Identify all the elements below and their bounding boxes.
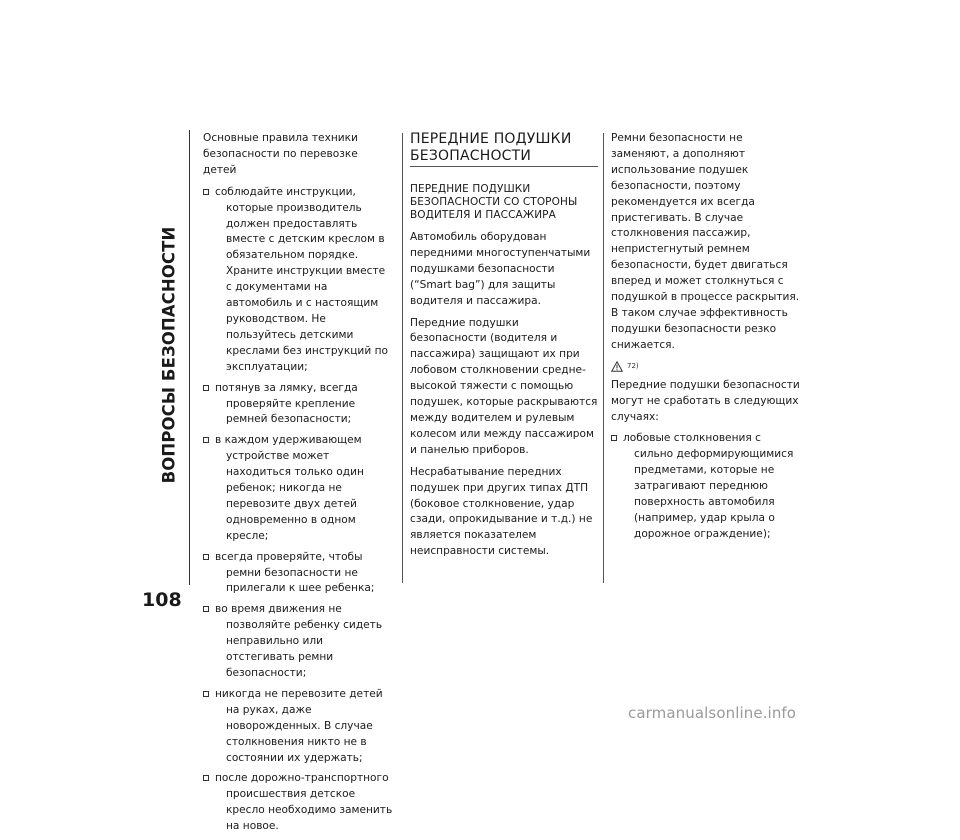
- airbags-subheading: ПЕРЕДНИЕ ПОДУШКИ БЕЗОПАСНОСТИ СО СТОРОНЫ ВОДИТЕЛЯ И ПАССАЖИРА: [410, 183, 578, 221]
- list-item: всегда проверяйте, чтобы ремни безопасности не прилегали к шее ребенка;: [203, 550, 393, 598]
- checkbox-bullet-icon: [203, 775, 209, 781]
- list-item: после дорожно-транспортного происшествия детское кресло необходимо заменить на новое.: [203, 771, 393, 835]
- column-divider-left: [402, 133, 403, 583]
- warning-number: 72): [627, 361, 639, 370]
- checkbox-bullet-icon: [203, 606, 209, 612]
- list-item: в каждом удерживающем устройстве может находиться только один ребенок; никогда не перевозите двух детей одновременно в одном кресле;: [203, 433, 393, 544]
- checkbox-bullet-icon: [203, 385, 209, 391]
- right-column: [611, 131, 803, 548]
- child-safety-list: [203, 185, 393, 835]
- column-divider-right: [603, 133, 604, 583]
- warning-triangle-icon: [611, 361, 623, 372]
- section-title: ВОПРОСЫ БЕЗОПАСНОСТИ: [159, 226, 179, 484]
- list-item: во время движения не позволяйте ребенку сидеть неправильно или отстегивать ремни безопасности;: [203, 602, 393, 682]
- failure-cases-intro: Передние подушки безопасности могут не сработать в следующих случаях:: [611, 378, 800, 423]
- child-safety-intro: Основные правила техники безопасности по перевозке детей: [203, 132, 358, 176]
- paragraph: Автомобиль оборудован передними многоступенчатыми подушками безопасности (“Smart bag”) для защиты водителя и пассажира.: [410, 231, 591, 307]
- paragraph: Несрабатывание передних подушек при других типах ДТП (боковое столкновение, удар сзади, опрокидывание и т.д.) не является показателем неисправности системы.: [410, 465, 593, 558]
- left-column: [203, 131, 393, 840]
- paragraph: Ремни безопасности не заменяют, а дополняют использование подушек безопасности, поэтому рекомендуется их всегда пристегивать. В случае столкновения пассажир, непристегнутый ремнем безопасности, будет двигаться вперед и может столкнуться с подушкой в процессе раскрытия. В таком случае эффективность подушки безопасности резко снижается.: [611, 132, 800, 351]
- checkbox-bullet-icon: [203, 189, 209, 195]
- failure-cases-list: [611, 431, 803, 542]
- section-divider: [189, 130, 190, 585]
- list-item: потянув за лямку, всегда проверяйте крепление ремней безопасности;: [203, 381, 393, 429]
- checkbox-bullet-icon: [203, 691, 209, 697]
- list-item: соблюдайте инструкции, которые производитель должен предоставлять вместе с детским креслом в обязательном порядке. Храните инструкции вместе с документами на автомобиль и с настоящим руководством. Не пользуйтесь детскими креслами без инструкций по эксплуатации;: [203, 185, 393, 376]
- checkbox-bullet-icon: [611, 435, 617, 441]
- checkbox-bullet-icon: [203, 554, 209, 560]
- watermark: carmanualsonline.info: [628, 704, 797, 722]
- list-item: лобовые столкновения с сильно деформирующимися предметами, которые не затрагивают переднюю поверхность автомобиля (например, удар крыла о дорожное ограждение);: [611, 431, 803, 542]
- checkbox-bullet-icon: [203, 437, 209, 443]
- warning-reference: [611, 360, 803, 374]
- page-number: 108: [142, 589, 182, 611]
- airbags-heading: ПЕРЕДНИЕ ПОДУШКИ БЕЗОПАСНОСТИ: [410, 131, 598, 167]
- middle-column: [410, 131, 598, 566]
- paragraph: Передние подушки безопасности (водителя и пассажира) защищают их при лобовом столкновении средне-высокой тяжести с помощью подушек, которые раскрываются между водителем и рулевым колесом или между пассажиром и панелью приборов.: [410, 316, 598, 456]
- list-item: никогда не перевозите детей на руках, даже новорожденных. В случае столкновения никто не в состоянии их удержать;: [203, 687, 393, 767]
